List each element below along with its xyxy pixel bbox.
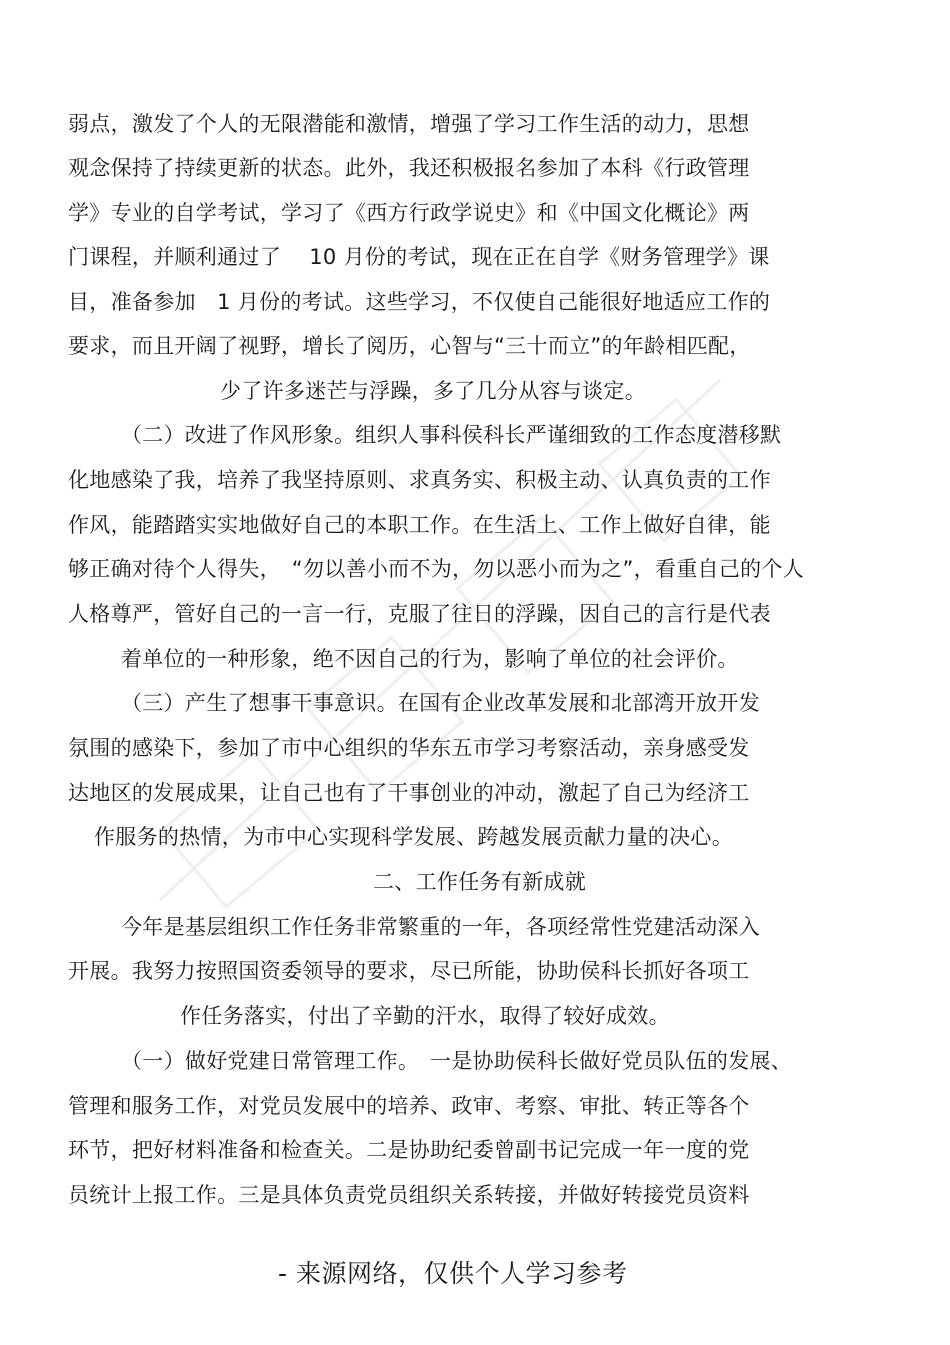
text-line: 作任务落实，付出了辛勤的汗水，取得了较好成效。 bbox=[180, 1004, 670, 1028]
text-line: 门课程，并顺利通过了 10 月份的考试，现在正在自学《财务管理学》课 bbox=[68, 245, 770, 269]
section-heading: （一）做好党建日常管理工作。 一是协助侯科长做好党员队伍的发展、 bbox=[121, 1049, 793, 1073]
text-line: 管理和服务工作，对党员发展中的培养、政审、考察、审批、转正等各个 bbox=[68, 1094, 750, 1118]
text-line: 人格尊严，管好自己的一言一行，克服了往日的浮躁，因自己的言行是代表 bbox=[68, 602, 771, 626]
text-line: 化地感染了我，培养了我坚持原则、求真务实、积极主动、认真负责的工作 bbox=[68, 468, 771, 492]
text-line: 作风，能踏踏实实地做好自己的本职工作。在生活上、工作上做好自律，能 bbox=[68, 513, 771, 537]
text-line: 少了许多迷芒与浮躁，多了几分从容与谈定。 bbox=[220, 379, 646, 403]
text-line: 要求，而且开阔了视野，增长了阅历，心智与“三十而立”的年龄相匹配， bbox=[68, 334, 751, 358]
footer-note: - 来源网络，仅供个人学习参考 bbox=[278, 1259, 628, 1288]
text-line: 环节，把好材料准备和检查关。二是协助纪委曾副书记完成一年一度的党 bbox=[68, 1138, 750, 1162]
text-line: 弱点，激发了个人的无限潜能和激情，增强了学习工作生活的动力，思想 bbox=[68, 112, 750, 136]
text-line: 作服务的热情，为市中心实现科学发展、跨越发展贡献力量的决心。 bbox=[94, 825, 733, 849]
text-line: 学》专业的自学考试，学习了《西方行政学说史》和《中国文化概论》两 bbox=[68, 201, 750, 225]
section-heading: （三）产生了想事干事意识。在国有企业改革发展和北部湾开放开发 bbox=[121, 691, 760, 715]
text-line: 观念保持了持续更新的状态。此外，我还积极报名参加了本科《行政管理 bbox=[68, 156, 750, 180]
text-line: 开展。我努力按照国资委领导的要求，尽已所能，协助侯科长抓好各项工 bbox=[68, 959, 750, 983]
section-heading: （二）改进了作风形象。组织人事科侯科长严谨细致的工作态度潜移默 bbox=[121, 423, 782, 447]
text-line: 员统计上报工作。三是具体负责党员组织关系转接，并做好转接党员资料 bbox=[68, 1183, 750, 1207]
text-line: 目，准备参加 1 月份的考试。这些学习，不仅使自己能很好地适应工作的 bbox=[68, 290, 771, 314]
text-line: 着单位的一种形象，绝不因自己的行为，影响了单位的社会评价。 bbox=[121, 647, 739, 671]
text-line: 氛围的感染下，参加了市中心组织的华东五市学习考察活动，亲身感受发 bbox=[68, 736, 750, 760]
chapter-heading: 二、工作任务有新成就 bbox=[373, 870, 586, 894]
text-line: 今年是基层组织工作任务非常繁重的一年，各项经常性党建活动深入 bbox=[121, 915, 760, 939]
text-line: 达地区的发展成果，让自己也有了干事创业的冲动，激起了自己为经济工 bbox=[68, 781, 750, 805]
text-line: 够正确对待个人得失， “勿以善小而不为，勿以恶小而为之”，看重自己的个人 bbox=[68, 557, 805, 581]
